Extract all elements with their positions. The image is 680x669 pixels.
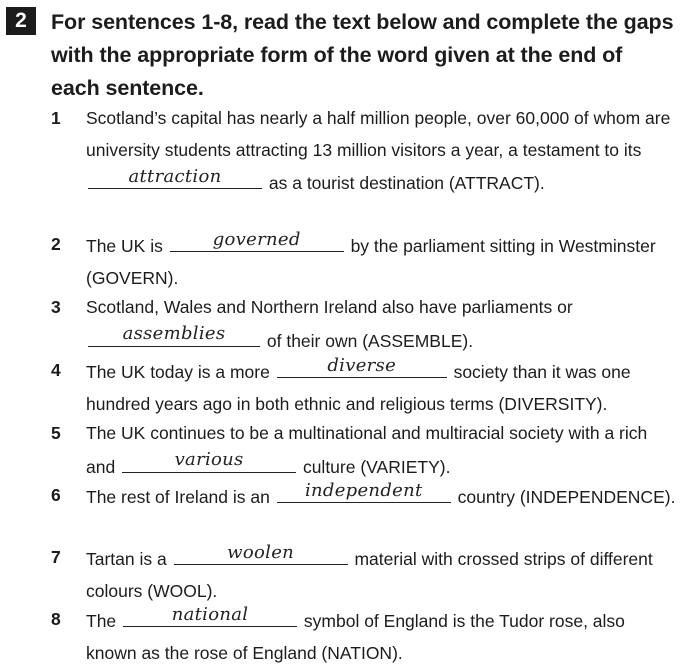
sentence-after-gap: of their own (ASSEMBLE). xyxy=(266,330,474,351)
sentence-before-gap: The xyxy=(86,611,117,631)
answer-gap[interactable] xyxy=(277,355,447,378)
answer-gap[interactable] xyxy=(277,480,451,503)
sentence-before-gap: The UK today is a more xyxy=(86,362,270,382)
answer-gap[interactable] xyxy=(170,229,344,252)
sentence-text xyxy=(86,229,680,294)
sentence-text xyxy=(86,355,680,420)
sentence-number: 5 xyxy=(51,423,61,443)
sentence-text xyxy=(86,542,680,607)
answer-gap[interactable] xyxy=(123,604,297,627)
sentence-after-gap: as a tourist destination (ATTRACT). xyxy=(268,173,545,193)
handwritten-answer: governed xyxy=(212,228,301,250)
sentence-text xyxy=(86,418,680,483)
handwritten-answer: attraction xyxy=(128,165,222,187)
sentence-number: 2 xyxy=(51,234,61,254)
sentence-after-gap: society than it was one hundred years ago in both ethnic and religious terms (DIVERSITY). xyxy=(86,362,631,414)
answer-gap[interactable] xyxy=(122,450,296,473)
sentence-before-gap: The rest of Ireland is an xyxy=(86,487,270,507)
sentence-text xyxy=(86,292,680,357)
sentence-number: 7 xyxy=(51,547,61,567)
handwritten-answer: diverse xyxy=(327,354,397,376)
answer-gap[interactable] xyxy=(88,324,260,347)
sentence-before-gap: Tartan is a xyxy=(86,549,167,569)
sentence-number: 6 xyxy=(51,485,61,505)
sentence-number: 8 xyxy=(51,609,61,629)
sentence-before-gap: Scotland’s capital has nearly a half million people, over 60,000 of whom are university students attracting 13 million visitors a year, a testament to its xyxy=(86,108,671,160)
exercise-number-badge: 2 xyxy=(6,7,36,35)
sentence-after-gap: culture (VARIETY). xyxy=(302,456,451,477)
answer-gap[interactable] xyxy=(88,166,262,189)
sentence-before-gap: Scotland, Wales and Northern Ireland also have parliaments or xyxy=(86,297,573,317)
sentence-text xyxy=(86,103,680,200)
sentence-number: 3 xyxy=(51,297,61,317)
sentence-number: 4 xyxy=(51,360,61,380)
answer-gap[interactable] xyxy=(174,542,348,565)
sentence-number: 1 xyxy=(51,108,61,128)
sentence-text xyxy=(86,480,680,514)
sentence-after-gap: by the parliament sitting in Westminster (GOVERN). xyxy=(86,236,656,288)
sentence-after-gap: country (INDEPENDENCE). xyxy=(457,487,676,507)
handwritten-answer: various xyxy=(174,449,244,470)
exercise-instruction: For sentences 1-8, read the text below and complete the gaps with the appropriate form of the word given at the end of each sentence. xyxy=(51,10,674,100)
sentence-after-gap: material with crossed strips of different colours (WOOL). xyxy=(86,549,653,601)
sentence-after-gap: symbol of England is the Tudor rose, also known as the rose of England (NATION). xyxy=(86,611,625,663)
sentence-before-gap: The UK is xyxy=(86,236,163,256)
handwritten-answer: assemblies xyxy=(122,323,226,344)
handwritten-answer: independent xyxy=(304,479,423,501)
handwritten-answer: national xyxy=(171,603,249,625)
handwritten-answer: woolen xyxy=(227,541,295,563)
sentence-before-gap: The UK continues to be a multinational and multiracial society with a rich and xyxy=(86,423,648,477)
sentence-text xyxy=(86,604,680,669)
